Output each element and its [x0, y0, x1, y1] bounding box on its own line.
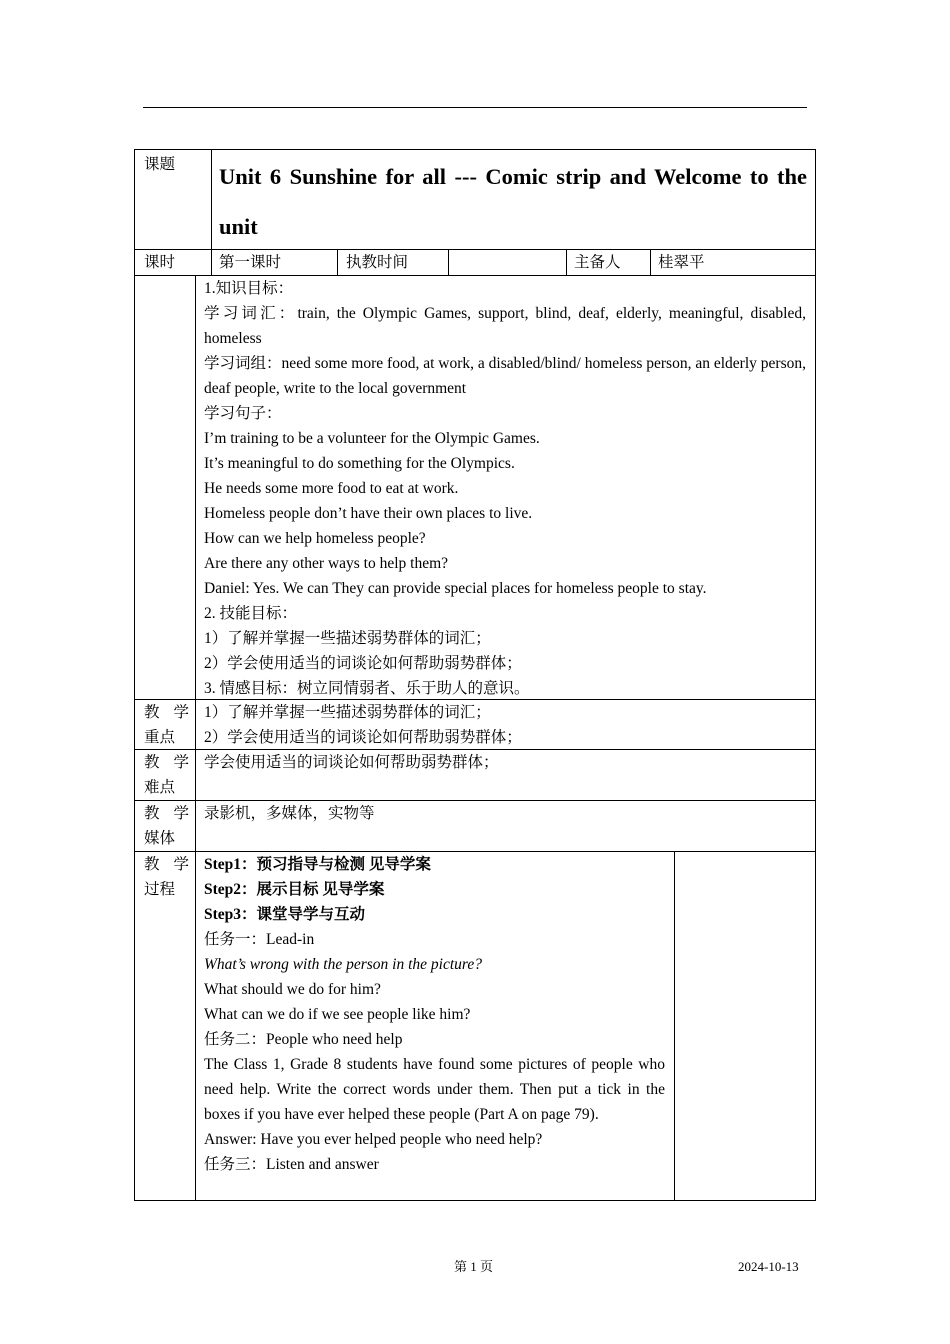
- table-divider-topic: [211, 149, 212, 276]
- objectives-line: It’s meaningful to do something for the Olympics.: [204, 455, 515, 472]
- task-3: 任务三：Listen and answer: [204, 1156, 379, 1173]
- answer-line: Answer: Have you ever helped people who need help?: [204, 1131, 543, 1148]
- objectives-line: 3. 情感目标：树立同情弱者、乐于助人的意识。: [204, 680, 530, 697]
- table-border-top: [134, 149, 816, 150]
- objectives-line: 学习句子：: [204, 405, 282, 422]
- table-border-bottom: [134, 1200, 816, 1201]
- label-process-b: 过程: [144, 881, 176, 898]
- difficulties-text: 学会使用适当的词谈论如何帮助弱势群体；: [204, 754, 499, 771]
- table-divider-period: [337, 249, 338, 276]
- label-media-a: 教学: [144, 805, 204, 822]
- label-process-a: 教学: [144, 856, 204, 873]
- preparer-value: 桂翠平: [658, 254, 705, 271]
- process-cell: [204, 852, 665, 1177]
- key-point-line: 2）学会使用适当的词谈论如何帮助弱势群体；: [204, 729, 522, 746]
- table-divider-notes-column: [674, 851, 675, 1201]
- label-topic: 课题: [144, 156, 176, 173]
- task-1: 任务一：Lead-in: [204, 931, 315, 948]
- label-media-b: 媒体: [144, 830, 176, 847]
- table-divider-teachtime: [448, 249, 449, 276]
- label-process: [144, 852, 203, 902]
- table-border-right: [815, 149, 816, 1201]
- label-period: 课时: [144, 254, 176, 271]
- objectives-line: Homeless people don’t have their own places to live.: [204, 505, 533, 522]
- label-difficulties-a: 教学: [144, 754, 204, 771]
- objectives-line: He needs some more food to eat at work.: [204, 480, 459, 497]
- footer-date: 2024-10-13: [738, 1259, 799, 1274]
- objectives-line: How can we help homeless people?: [204, 530, 426, 547]
- label-difficulties-b: 难点: [144, 779, 176, 796]
- lesson-title: Unit 6 Sunshine for all --- Comic strip and Welcome to the unit: [219, 164, 807, 239]
- objectives-line: 学习词汇：train, the Olympic Games, support, blind, deaf, elderly, meaningful, disabled, homeless: [204, 305, 806, 347]
- page-number: 第 1 页: [454, 1259, 494, 1274]
- label-key-points: [144, 700, 203, 750]
- header-rule: [143, 107, 807, 108]
- label-media: [144, 801, 203, 851]
- question-3: What can we do if we see people like him?: [204, 1006, 471, 1023]
- objectives-cell: [204, 276, 806, 701]
- objectives-line: 1.知识目标：: [204, 280, 294, 297]
- objectives-line: Are there any other ways to help them?: [204, 555, 449, 572]
- objectives-line: 1）了解并掌握一些描述弱势群体的词汇；: [204, 630, 491, 647]
- label-key-points-a: 教学: [144, 704, 204, 721]
- objectives-line: 2. 技能目标：: [204, 605, 298, 622]
- task-2: 任务二：People who need help: [204, 1031, 403, 1048]
- objectives-line: I’m training to be a volunteer for the Olympic Games.: [204, 430, 540, 447]
- key-points-cell: [204, 700, 806, 750]
- table-divider-blank: [566, 249, 567, 276]
- step-1: Step1：预习指导与检测 见导学案: [204, 856, 431, 873]
- objectives-line: Daniel: Yes. We can They can provide special places for homeless people to stay.: [204, 580, 707, 597]
- question-1: What’s wrong with the person in the picture?: [204, 956, 482, 973]
- process-notes-cell: [676, 852, 814, 1199]
- objectives-line: 学习词组：need some more food, at work, a disabled/blind/ homeless person, an elderly person, deaf people, write to the local government: [204, 355, 806, 397]
- label-difficulties: [144, 750, 203, 800]
- objectives-line: 2）学会使用适当的词谈论如何帮助弱势群体；: [204, 655, 522, 672]
- table-border-left: [134, 149, 135, 1201]
- table-divider-preparer: [650, 249, 651, 276]
- step-2: Step2：展示目标 见导学案: [204, 881, 385, 898]
- period-value: 第一课时: [219, 254, 282, 271]
- task-2-paragraph: The Class 1, Grade 8 students have found some pictures of people who need help. Write the correct words under them. Then put a tick in the boxes if you have ever helped these people (Part A on page 79).: [204, 1056, 665, 1123]
- label-preparer: 主备人: [574, 254, 621, 271]
- media-text: 录影机，多媒体，实物等: [204, 805, 375, 822]
- question-2: What should we do for him?: [204, 981, 381, 998]
- key-point-line: 1）了解并掌握一些描述弱势群体的词汇；: [204, 704, 491, 721]
- step-3: Step3：课堂导学与互动: [204, 906, 366, 923]
- label-key-points-b: 重点: [144, 729, 176, 746]
- label-teach-time: 执教时间: [346, 254, 409, 271]
